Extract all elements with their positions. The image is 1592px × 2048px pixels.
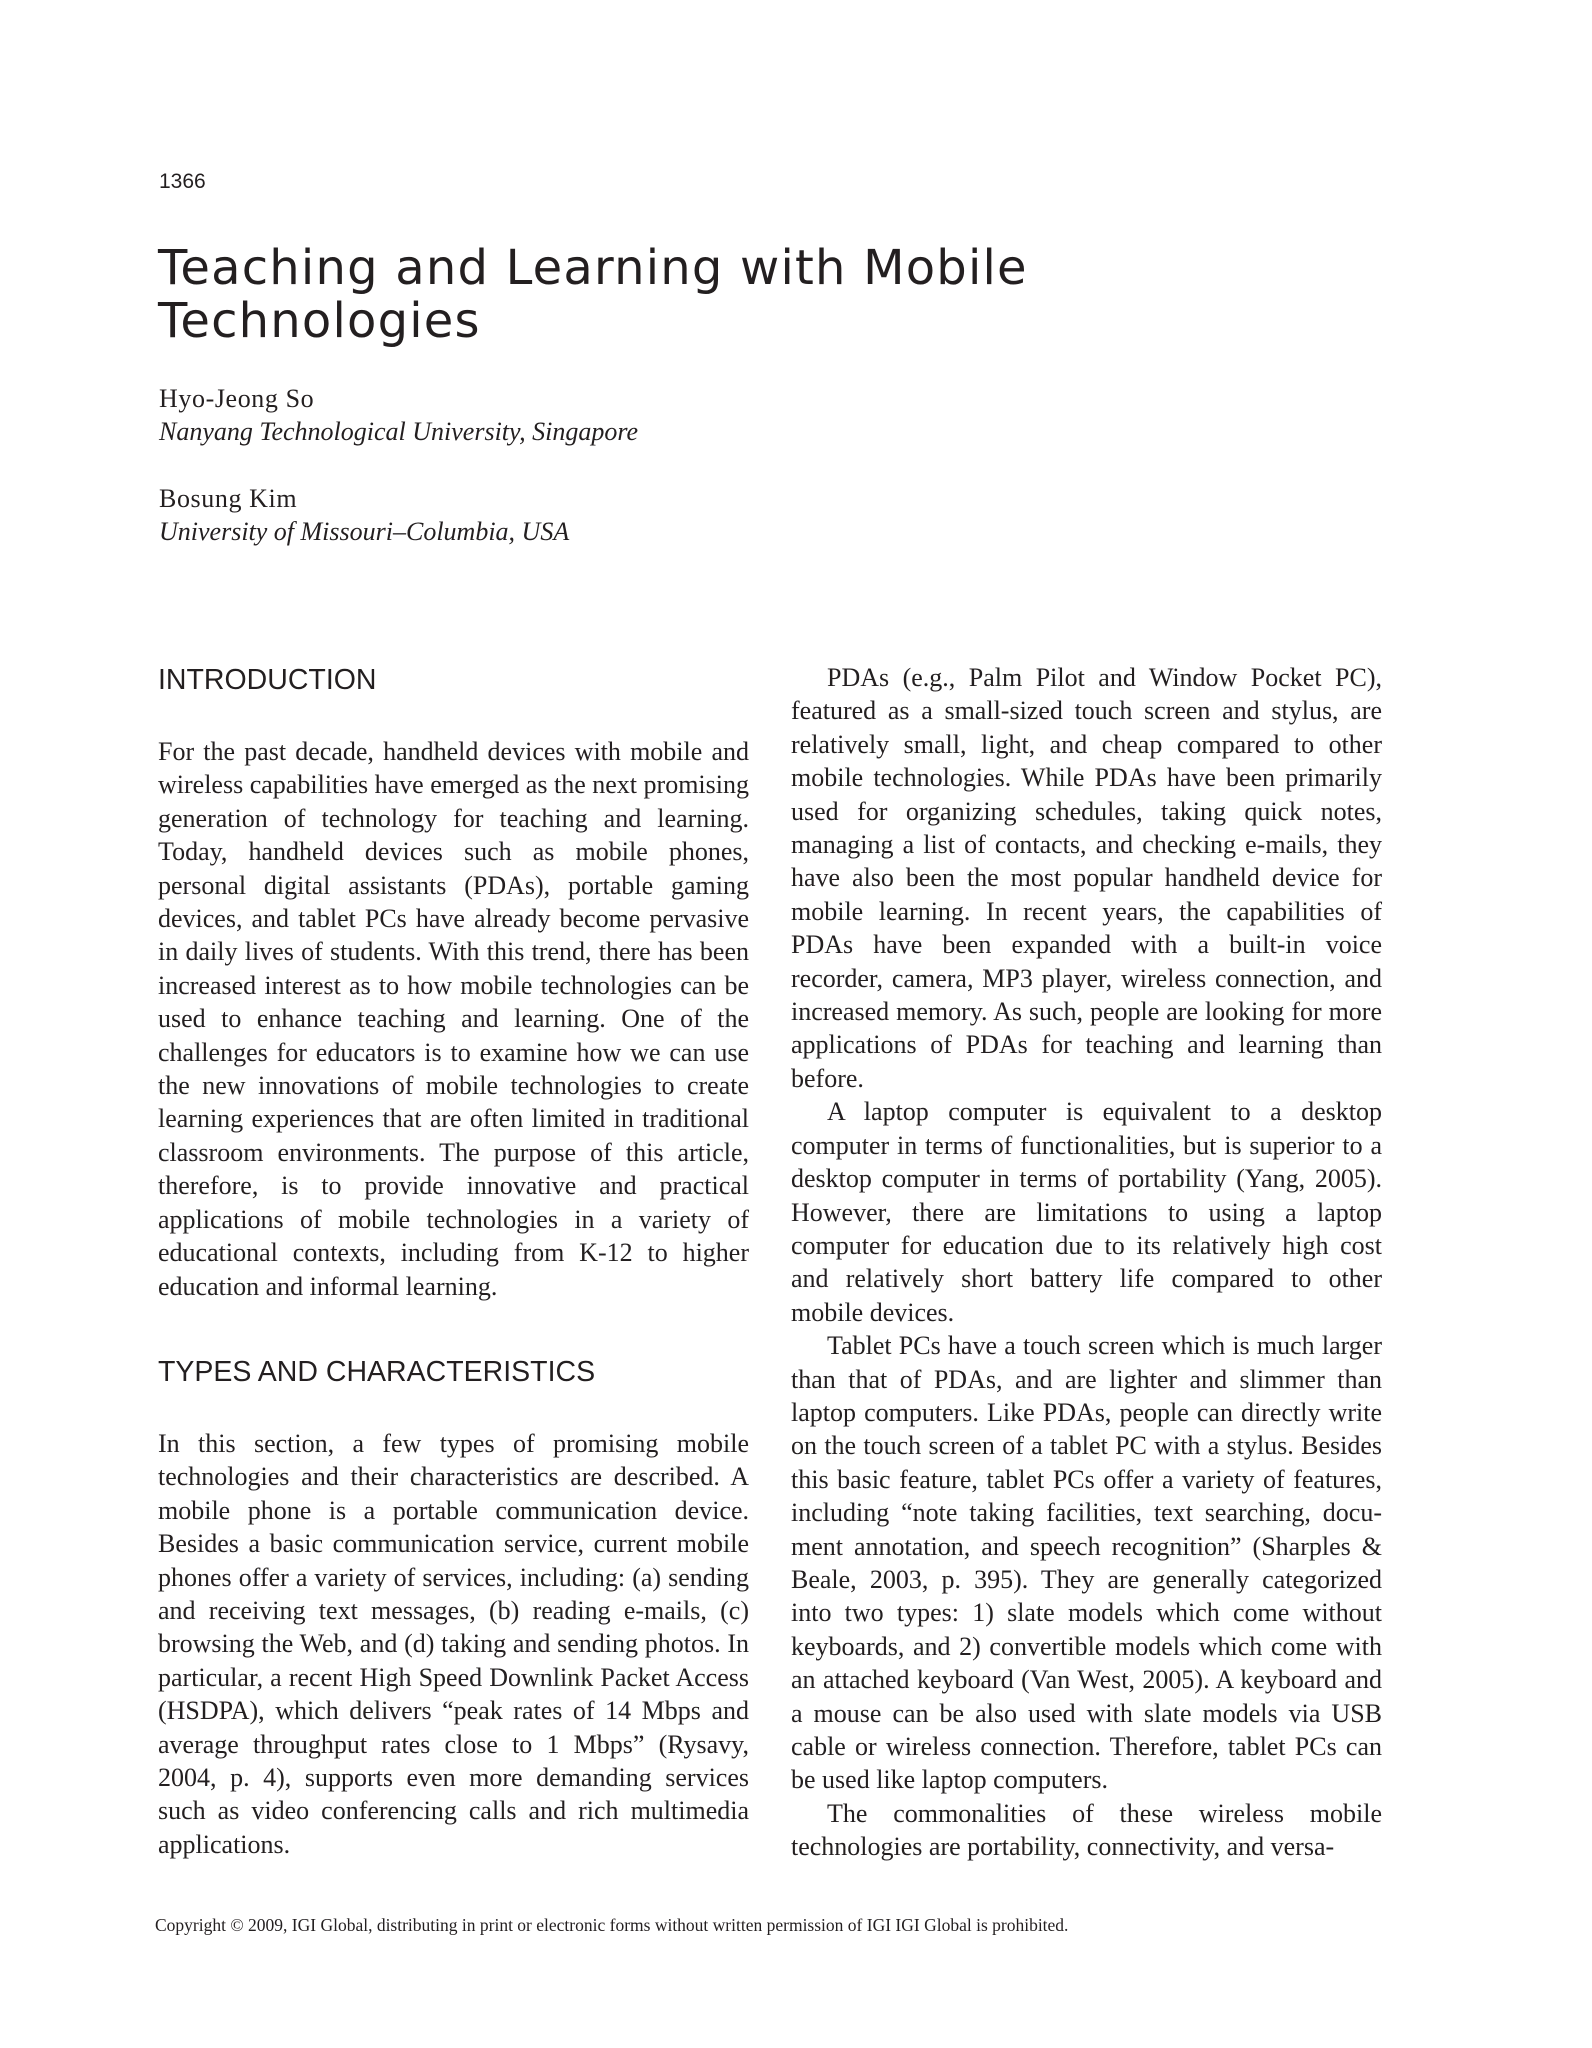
author-entry (159, 382, 638, 448)
section-heading-introduction: INTRODUCTION (158, 664, 377, 696)
pdas-paragraph: PDAs (e.g., Palm Pilot and Window Pocket PC), featured as a small-sized touch screen and stylus, are relatively small, light, and cheap compared to other mobile technologies. While PDAs have been primarily used for organizing schedules, taking quick notes, managing a list of contacts, and checking e-mails, they have also been the most popular handheld device for mobile learning. In recent years, the capabilities of PDAs have been expanded with a built-in voice recorder, camera, MP3 player, wireless connection, and increased memory. As such, people are looking for more applications of PDAs for teaching and learning than before. (791, 663, 1382, 1093)
tablet-paragraph: Tablet PCs have a touch screen which is much larger than that of PDAs, and are lighter and slimmer than laptop computers. Like PDAs, people can directly write on the touch screen of a tablet PC with a stylus. Besides this basic feature, tablet PCs offer a variety of features, including “note taking facilities, text searching, document annotation, and speech recognition” (Sharples & Beale, 2003, p. 395). They are generally categorized into two types: 1) slate models which come without keyboards, and 2) convertible models which come with an attached keyboard (Van West, 2005). A keyboard and a mouse can be also used with slate models via USB cable or wireless connection. Therefore, tablet PCs can be used like laptop computers. (791, 1331, 1382, 1795)
page-number: 1366 (159, 170, 206, 193)
author-name: Hyo-Jeong So (159, 384, 315, 413)
author-entry (159, 482, 638, 548)
article-title: Teaching and Learning with Mobile Technologies (158, 240, 1028, 349)
author-block (159, 382, 638, 582)
section-heading-types: TYPES AND CHARACTERISTICS (158, 1355, 596, 1388)
right-column (791, 661, 1382, 1864)
laptop-paragraph: A laptop computer is equivalent to a desktop computer in terms of functionalities, but is superior to a desktop computer in terms of portability (Yang, 2005). However, there are limitations to using a laptop computer for education due to its relatively high cost and relatively short battery life compared to other mobile devices. (791, 1097, 1382, 1327)
author-affiliation: Nanyang Technological University, Singapore (159, 417, 639, 446)
author-affiliation: University of Missouri–Columbia, USA (159, 517, 570, 546)
types-paragraph: In this section, a few types of promising mobile technologies and their characteristics are described. A mobile phone is a portable communication device. Besides a basic communication service, current mobile phones offer a variety of services, including: (a) sending and receiving text messages, (b) reading e-mails, (c) browsing the Web, and (d) taking and sending photos. In particular, a recent High Speed Downlink Packet Access (HSDPA), which delivers “peak rates of 14 Mbps and average throughput rates close to 1 Mbps” (Rysavy, 2004, p. 4), supports even more demanding services such as video conferencing calls and rich multimedia applications. (158, 1428, 749, 1859)
author-name: Bosung Kim (159, 484, 298, 513)
introduction-paragraph: For the past decade, handheld devices with mobile and wireless capabilities have emerged as the next promising generation of technology for teaching and learning. Today, handheld devices such as mobile phones, personal digital assistants (PDAs), portable gaming devices, and tablet PCs have already become pervasive in daily lives of students. With this trend, there has been increased interest as to how mobile technologies can be used to enhance teaching and learning. One of the challenges for educators is to examine how we can use the new innovations of mobile technologies to create learning experiences that are often limited in traditional classroom environments. The purpose of this article, therefore, is to provide innovative and practical applications of mobile technologies in a variety of educational contexts, including from K-12 to higher education and informal learning. (158, 737, 749, 1301)
commonalities-paragraph: The commonalities of these wireless mobile technologies are portability, connectivity, and versa- (791, 1798, 1382, 1862)
copyright-notice: Copyright © 2009, IGI Global, distributing in print or electronic forms without written permission of IGI IGI Global is prohibited. (155, 1915, 1069, 1935)
left-column (158, 663, 749, 1861)
